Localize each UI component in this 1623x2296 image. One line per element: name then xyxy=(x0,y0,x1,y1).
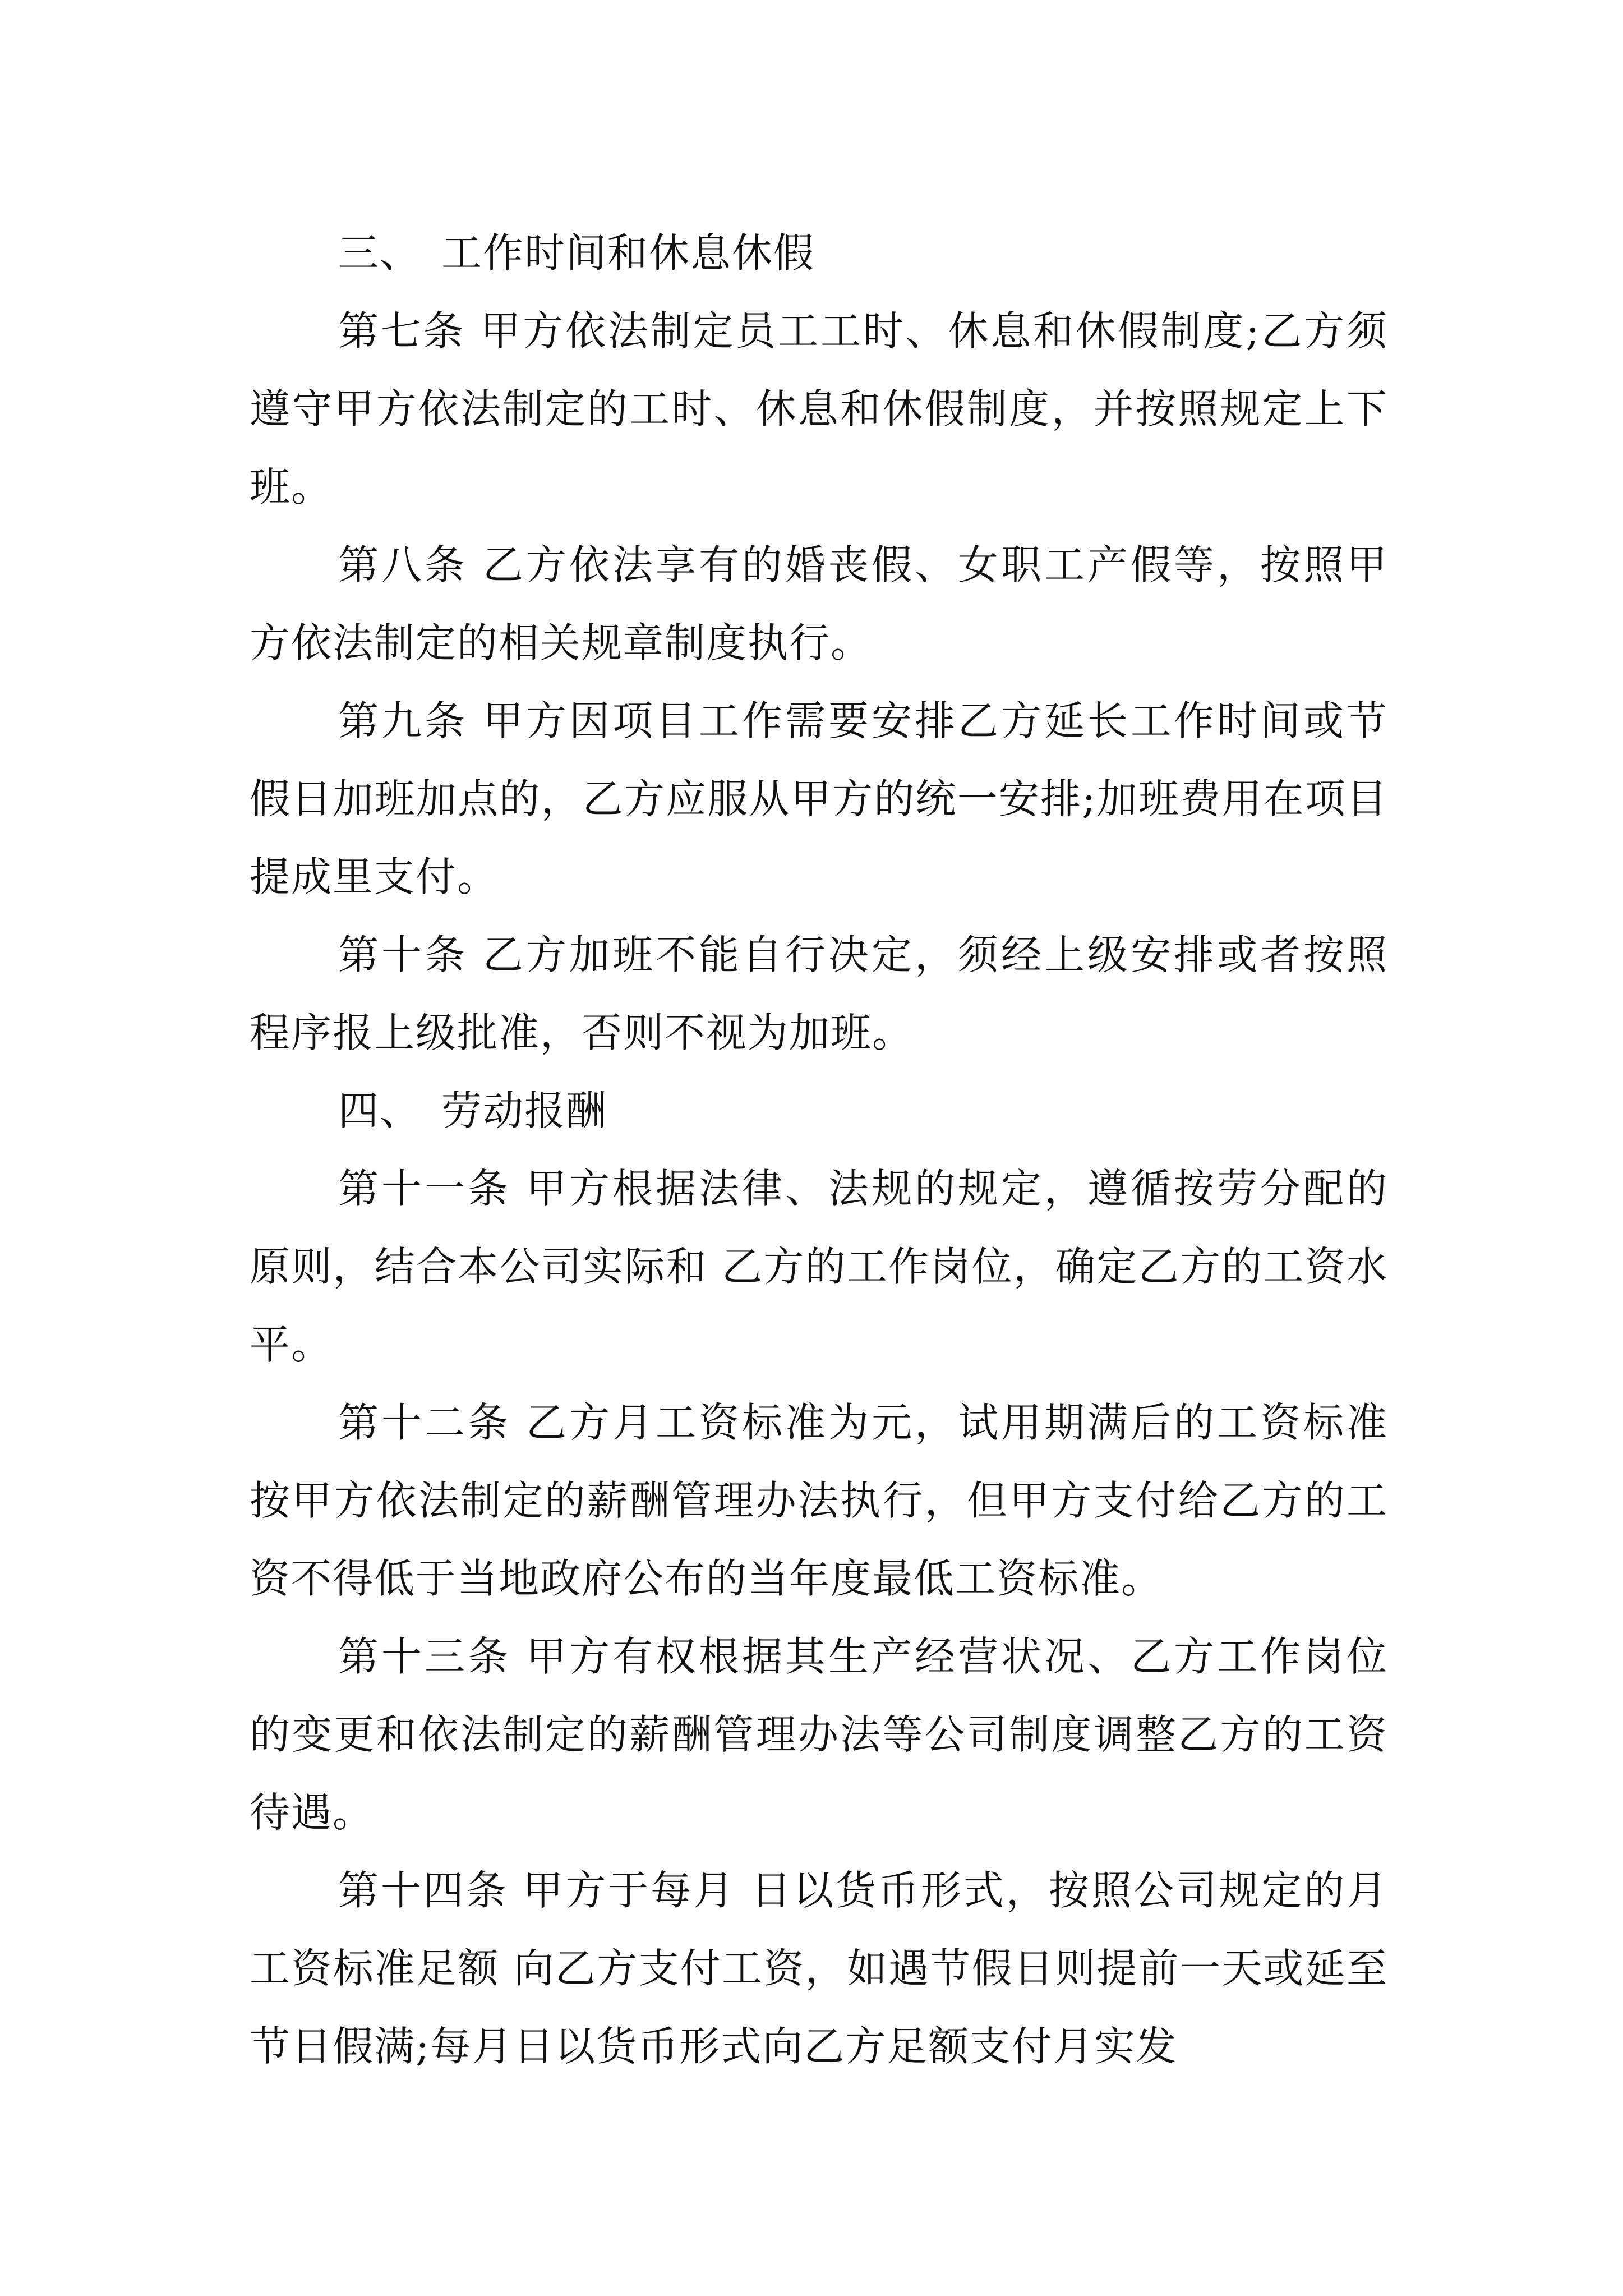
document-body xyxy=(250,214,1388,2086)
article-7 xyxy=(250,292,1388,526)
article-number: 第九条 xyxy=(338,697,468,744)
article-text: 乙方依法享有的婚丧假、女职工产假等，按照甲方依法制定的相关规章制度执行。 xyxy=(250,541,1388,666)
article-8 xyxy=(250,526,1388,682)
article-number: 第十条 xyxy=(338,931,468,978)
article-13 xyxy=(250,1618,1388,1852)
article-number: 第八条 xyxy=(338,541,468,588)
article-10 xyxy=(250,916,1388,1072)
article-14 xyxy=(250,1852,1388,2086)
article-number: 第十一条 xyxy=(338,1165,511,1212)
section-title: 工作时间和休息休假 xyxy=(441,229,815,277)
article-12 xyxy=(250,1384,1388,1618)
article-text: 甲方依法制定员工工时、休息和休假制度;乙方须遵守甲方依法制定的工时、休息和休假制度，并按照规定上下班。 xyxy=(250,307,1388,510)
section-heading-4 xyxy=(250,1072,1388,1150)
article-text: 乙方加班不能自行决定，须经上级安排或者按照程序报上级批准，否则不视为加班。 xyxy=(250,931,1388,1056)
article-text: 甲方因项目工作需要安排乙方延长工作时间或节假日加班加点的，乙方应服从甲方的统一安排;加班费用在项目提成里支付。 xyxy=(250,697,1388,900)
article-text: 甲方于每月 日以货币形式，按照公司规定的月工资标准足额 向乙方支付工资，如遇节假日则提前一天或延至节日假满;每月日以货币形式向乙方足额支付月实发 xyxy=(250,1867,1388,2070)
article-number: 第七条 xyxy=(338,307,466,355)
article-9 xyxy=(250,682,1388,916)
section-heading-3 xyxy=(250,214,1388,292)
article-number: 第十二条 xyxy=(338,1399,511,1446)
article-11 xyxy=(250,1150,1388,1384)
article-text: 甲方根据法律、法规的规定，遵循按劳分配的原则，结合本公司实际和 乙方的工作岗位，确定乙方的工资水平。 xyxy=(250,1165,1388,1368)
section-number: 三、 xyxy=(338,229,422,277)
article-text: 乙方月工资标准为元，试用期满后的工资标准按甲方依法制定的薪酬管理办法执行，但甲方支付给乙方的工资不得低于当地政府公布的当年度最低工资标准。 xyxy=(250,1399,1388,1602)
article-number: 第十三条 xyxy=(338,1633,511,1680)
article-text: 甲方有权根据其生产经营状况、乙方工作岗位的变更和依法制定的薪酬管理办法等公司制度调整乙方的工资待遇。 xyxy=(250,1633,1388,1836)
article-number: 第十四条 xyxy=(338,1867,509,1914)
section-title: 劳动报酬 xyxy=(441,1087,608,1134)
section-number: 四、 xyxy=(338,1087,422,1134)
